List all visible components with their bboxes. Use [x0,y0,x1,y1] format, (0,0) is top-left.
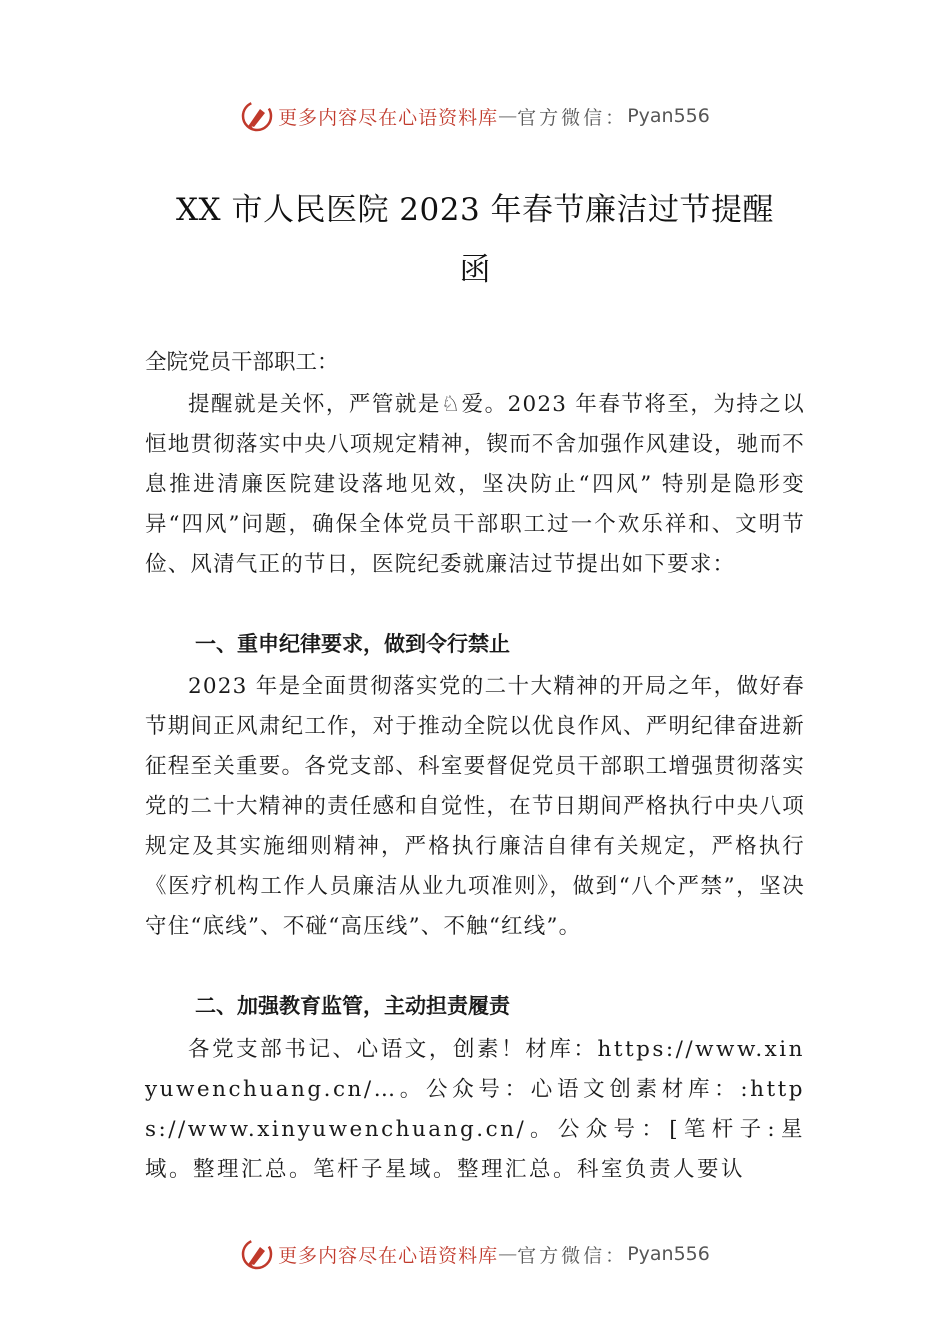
document-title: XX 市人民医院 2023 年春节廉洁过节提醒 [175,192,775,228]
banner-promo-text: 更多内容尽在心语资料库 [278,106,499,129]
pen-nib-logo-icon [240,99,274,133]
paragraph-section-1: 2023 年是全面贯彻落实党的二十大精神的开局之年，做好春节期间正风肃纪工作，对于推动全院以优良作风、严明纪律奋进新征程至关重要。各党支部、科室要督促党员干部职工增强贯彻落实党的二十大精神的责任感和自觉性，在节日期间严格执行中央八项规定及其实施细则精神，严格执行廉洁自律有关规定，严格执行《医疗机构工作人员廉洁从业九项准则》，做到“八个严禁”，坚决守住“底线”、不碰“高压线”、不触“红线”。 [145,674,805,939]
footer-promo-text: 更多内容尽在心语资料库 [278,1244,499,1267]
banner-wechat-id: Pyan556 [627,105,710,127]
footer-banner [0,1234,950,1274]
header-banner [0,96,950,136]
banner-wechat-label: 官方微信： [517,106,628,129]
footer-wechat-label: 官方微信： [517,1244,628,1267]
footer-separator: — [498,1243,518,1265]
section-heading-2: 二、加强教育监管，主动担责履责 [195,994,510,1018]
banner-separator: — [498,105,518,127]
document-title-continued: 函 [459,252,491,288]
section-heading-1: 一、重申纪律要求，做到令行禁止 [195,632,510,656]
footer-wechat-id: Pyan556 [627,1243,710,1265]
salutation: 全院党员干部职工： [145,350,339,375]
paragraph-section-2: 各党支部书记、心语文，创素！材库：https://www.xinyuwenchuang.cn/…。公众号：心语文创素材库：:https://www.xinyuwenchuang.cn/。公众号：[笔杆子:星域。整理汇总。笔杆子星域。整理汇总。科室负责人要认 [145,1037,805,1182]
paragraph-intro: 提醒就是关怀，严管就是♘爱。2023 年春节将至，为持之以恒地贯彻落实中央八项规定精神，锲而不舍加强作风建设，驰而不息推进清廉医院建设落地见效，坚决防止“四风” 特别是隐形变异“四风”问题，确保全体党员干部职工过一个欢乐祥和、文明节俭、风清气正的节日，医院纪委就廉洁过节提出如下要求： [145,392,805,577]
pen-nib-logo-icon [240,1237,274,1271]
